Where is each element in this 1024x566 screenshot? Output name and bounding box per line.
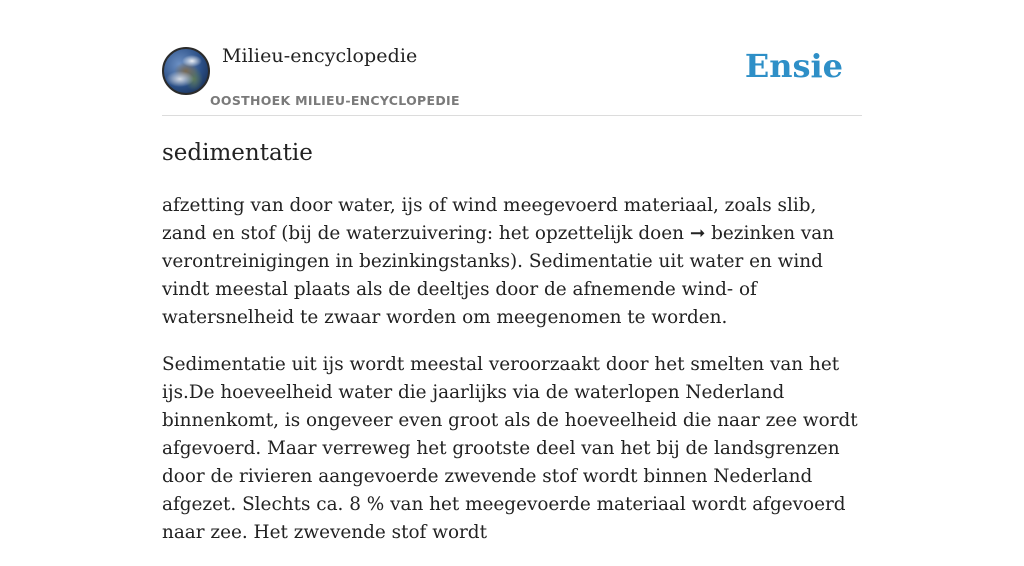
ensie-logo[interactable]: Ensie <box>744 47 843 85</box>
content-column <box>162 0 862 543</box>
site-subtitle: OOSTHOEK MILIEU-ENCYCLOPEDIE <box>210 93 460 108</box>
site-header <box>162 0 862 116</box>
page-title: sedimentatie <box>162 140 313 166</box>
paragraph-text: afzetting van door water, ijs of wind meegevoerd materiaal, zoals slib, zand en stof (bij de waterzuivering: het opzettelijk doen <box>162 195 817 244</box>
site-name[interactable]: Milieu-encyclopedie <box>222 45 418 67</box>
earth-globe-icon[interactable] <box>162 47 210 95</box>
definition-paragraph-2: Sedimentatie uit ijs wordt meestal veroorzaakt door het smelten van het ijs.De hoeveelheid water die jaarlijks via de waterlopen Nederland binnenkomt, is ongeveer even groot als de hoeveelheid die naar zee wordt afgevoerd. Maar verreweg het grootste deel van het bij de landsgrenzen door de rivieren aangevoerde zwevende stof wordt binnen Nederland afgezet. Slechts ca. 8 % van het meegevoerde materiaal wordt afgevoerd naar zee. Het zwevende stof wordt <box>162 354 858 543</box>
article-body <box>162 192 862 566</box>
bezinken-link[interactable] <box>690 223 795 244</box>
link-text: bezinken <box>705 223 796 244</box>
arrow-right-icon: ➞ <box>689 223 706 244</box>
paragraph-text: van verontreinigingen in bezinkingstanks). Sedimentatie uit water en wind vindt meestal plaats als de deeltjes door de afnemende wind- of watersnelheid te zwaar worden om meegenomen te worden. <box>162 223 835 328</box>
definition-paragraph-1 <box>162 192 862 332</box>
